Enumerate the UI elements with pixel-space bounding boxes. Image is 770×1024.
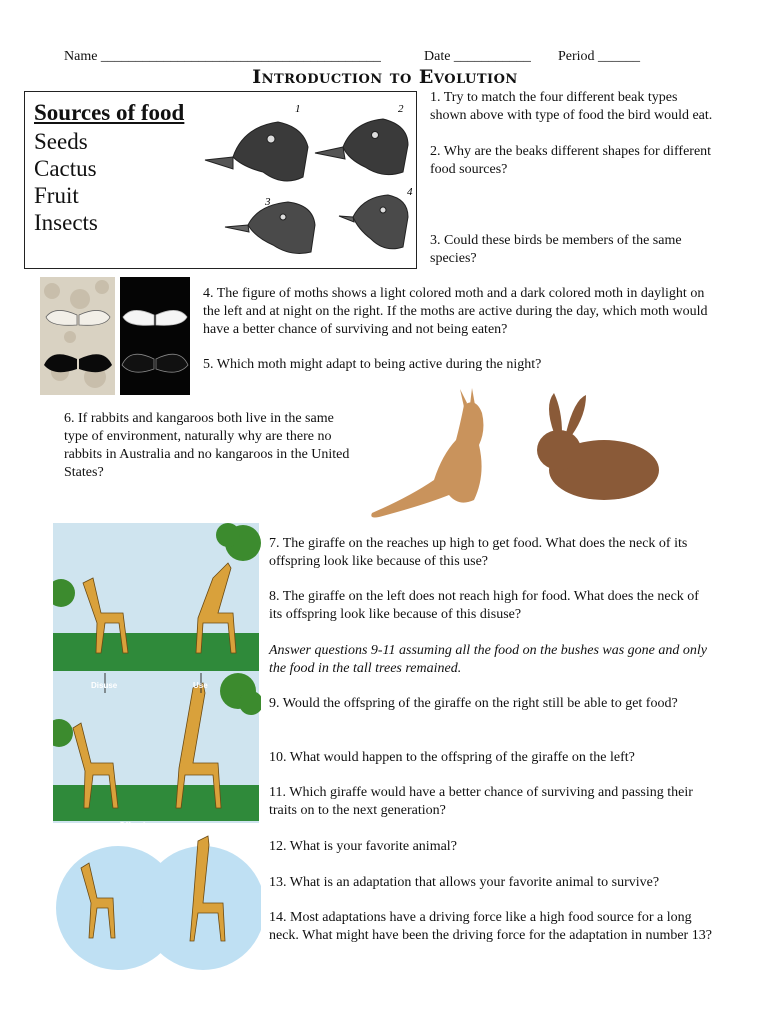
question-8: 8. The giraffe on the left does not reach high for food. What does the neck of its offspring look like because of this disuse? — [269, 589, 699, 622]
food-sources-box — [24, 91, 417, 269]
giraffe-lamarck-diagram — [53, 523, 261, 973]
finch-head-1 — [205, 122, 308, 181]
finch-beaks-illustration — [203, 97, 413, 265]
date-field[interactable]: Date ___________ — [424, 49, 531, 64]
question-13: 13. What is an adaptation that allows your favorite animal to survive? — [269, 875, 660, 890]
beak-number-4: 4 — [407, 186, 413, 198]
finch-head-2 — [315, 119, 408, 175]
kangaroo-rabbit-illustration — [364, 385, 684, 525]
page-title: Introduction to Evolution — [252, 66, 518, 88]
question-9: 9. Would the offspring of the giraffe on the right still be able to get food? — [269, 696, 678, 711]
food-item-seeds: Seeds — [34, 129, 88, 154]
label-use: Use — [193, 681, 208, 690]
question-6: 6. If rabbits and kangaroos both live in the same type of environment, naturally why are there no rabbits in Australia and no kangaroos in the United States? — [64, 411, 350, 480]
finch-head-4 — [339, 195, 408, 249]
instructions-note: Answer questions 9-11 assuming all the food on the bushes was gone and only the food in the tall trees remained. — [269, 643, 707, 676]
food-item-cactus: Cactus — [34, 156, 97, 181]
beak-number-3: 3 — [265, 196, 271, 208]
label-offspring-1: Offspring — [119, 821, 155, 830]
question-14: 14. Most adaptations have a driving force like a high food source for a long neck. What might have been the driving force for the adaptation in number 13? — [269, 910, 712, 943]
food-item-insects: Insects — [34, 210, 98, 235]
label-offspring-2: (inheritance of — [119, 830, 175, 839]
rabbit — [537, 393, 659, 500]
period-field[interactable]: Period ______ — [558, 49, 641, 64]
question-10: 10. What would happen to the offspring of the giraffe on the left? — [269, 750, 635, 765]
name-field[interactable]: Name ________________________________________ — [64, 49, 381, 64]
kangaroo — [371, 388, 483, 518]
food-item-fruit: Fruit — [34, 183, 79, 208]
label-offspring-3: acquired traits) — [119, 839, 177, 848]
question-2: 2. Why are the beaks different shapes for different food sources? — [430, 144, 712, 177]
question-11: 11. Which giraffe would have a better chance of surviving and passing their traits on to the next generation? — [269, 785, 693, 818]
finch-head-3 — [225, 202, 315, 253]
night-bark-panel — [120, 277, 190, 395]
question-12: 12. What is your favorite animal? — [269, 839, 457, 854]
question-5: 5. Which moth might adapt to being active during the night? — [203, 357, 542, 372]
beak-number-2: 2 — [398, 103, 404, 115]
question-1: 1. Try to match the four different beak types shown above with type of food the bird would eat. — [430, 90, 713, 123]
moth-illustration — [40, 277, 190, 395]
question-3: 3. Could these birds be members of the same species? — [430, 233, 682, 266]
label-disuse: Disuse — [91, 681, 118, 690]
question-7: 7. The giraffe on the reaches up high to get food. What does the neck of its offspring look like because of this use? — [269, 536, 688, 569]
question-4: 4. The figure of moths shows a light colored moth and a dark colored moth in daylight on the left and at night on the right. If the moths are active during the day, which moth would have a better chance of surviving and not being eaten? — [203, 286, 708, 337]
beak-number-1: 1 — [295, 103, 301, 115]
food-sources-heading: Sources of food — [34, 100, 185, 125]
